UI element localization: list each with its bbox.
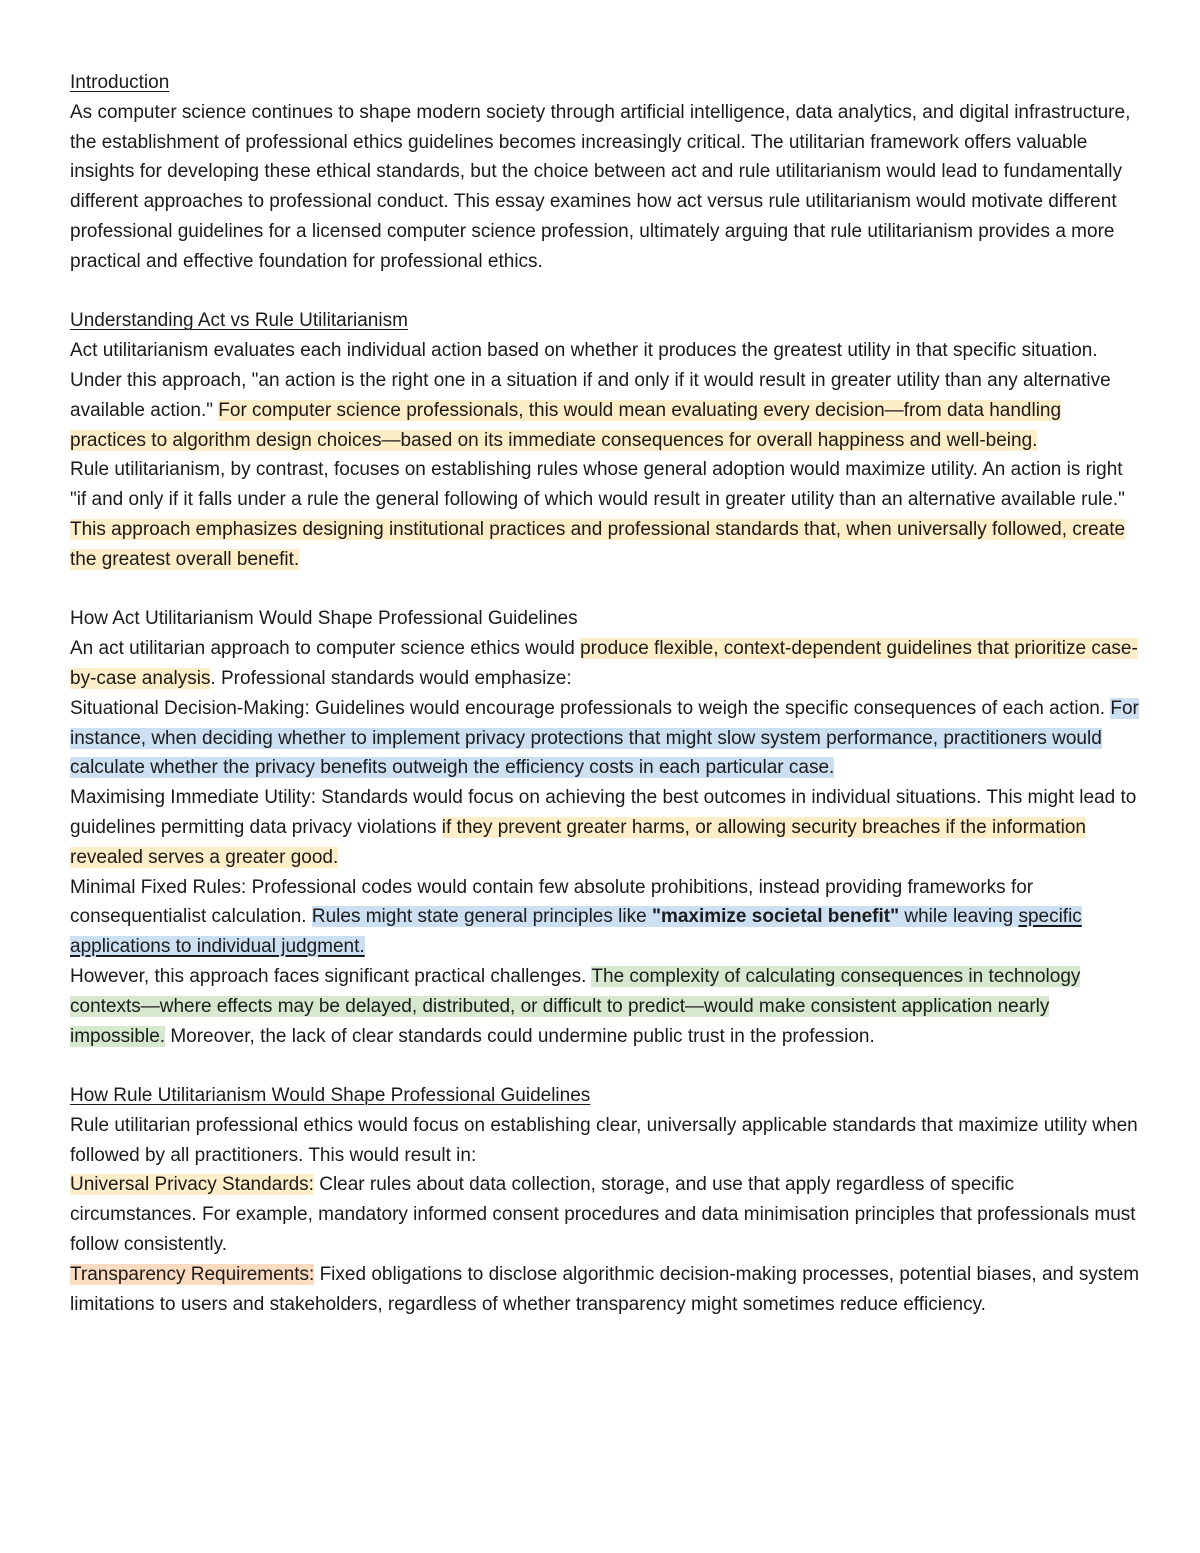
act-section-heading: How Act Utilitarianism Would Shape Professional Guidelines — [70, 608, 578, 630]
privacy-text: Clear rules about data collection, storage, and use that apply regardless of specific circumstances. For example, mandatory informed consent procedures and data minimisation principles that professionals must follow consistently. — [70, 1174, 1136, 1256]
minimal-rules-bold-quote: "maximize societal benefit" — [651, 906, 900, 928]
challenges-paragraph — [70, 962, 1140, 1051]
act-definition-text: Act utilitarianism evaluates each individual action based on whether it produces the greatest utility in that specific situation. Under this approach, "an action is the right one in a situation if and only if it would result in greater utility than any alternative available action." — [70, 340, 1111, 421]
situational-paragraph — [70, 694, 1140, 783]
minimal-rules-paragraph — [70, 873, 1140, 962]
understanding-section — [70, 306, 1140, 574]
minimal-rules-highlight-b: while leaving — [899, 906, 1019, 928]
understanding-heading: Understanding Act vs Rule Utilitarianism — [70, 310, 408, 332]
rule-definition-text: Rule utilitarianism, by contrast, focuses on establishing rules whose general adoption would maximize utility. An action is right "if and only if it falls under a rule the general following of which would result in greater utility than an alternative available rule." — [70, 459, 1125, 511]
rule-intro-paragraph: Rule utilitarian professional ethics would focus on establishing clear, universally applicable standards that maximize utility when followed by all practitioners. This would result in: — [70, 1114, 1138, 1166]
act-intro-text: An act utilitarian approach to computer science ethics would — [70, 638, 581, 660]
document-page — [70, 68, 1140, 1319]
transparency-label: Transparency Requirements: — [70, 1263, 315, 1285]
spacer — [70, 575, 1140, 605]
rule-section-heading: How Rule Utilitarianism Would Shape Professional Guidelines — [70, 1085, 591, 1107]
situational-highlight: For instance, when deciding whether to implement privacy protections that might slow system performance, practitioners would calculate whether the privacy benefits outweigh the efficiency costs in each particular case. — [70, 697, 1139, 779]
act-section — [70, 604, 1140, 1051]
challenges-end: Moreover, the lack of clear standards could undermine public trust in the profession. — [165, 1025, 875, 1047]
challenges-highlight: The complexity of calculating consequences in technology contexts—where effects may be delayed, distributed, or difficult to predict—would make consistent application nearly impossible. — [70, 965, 1081, 1047]
spacer — [70, 1051, 1140, 1081]
situational-text: Situational Decision-Making: Guidelines would encourage professionals to weigh the specific consequences of each action. — [70, 697, 1111, 719]
maximising-highlight: if they prevent greater harms, or allowing security breaches if the information revealed serves a greater good. — [70, 816, 1086, 868]
intro-paragraph: As computer science continues to shape modern society through artificial intelligence, data analytics, and digital infrastructure, the establishment of professional ethics guidelines becomes increasingly critical. The utilitarian framework offers valuable insights for developing these ethical standards, but the choice between act and rule utilitarianism would lead to fundamentally different approaches to professional conduct. This essay examines how act versus rule utilitarianism would motivate different professional guidelines for a licensed computer science profession, ultimately arguing that rule utilitarianism provides a more practical and effective foundation for professional ethics. — [70, 101, 1131, 272]
minimal-rules-underlined: specific applications to individual judgment. — [70, 906, 1082, 958]
transparency-paragraph — [70, 1260, 1140, 1320]
rule-definition-paragraph — [70, 455, 1140, 574]
spacer — [70, 277, 1140, 307]
act-intro-end: . Professional standards would emphasize: — [210, 667, 572, 689]
privacy-label: Universal Privacy Standards: — [70, 1174, 314, 1196]
minimal-rules-text: Minimal Fixed Rules: Professional codes would contain few absolute prohibitions, instead providing frameworks for consequentialist calculation. — [70, 876, 1034, 928]
rule-definition-highlight: This approach emphasizes designing institutional practices and professional standards that, when universally followed, create the greatest overall benefit. — [70, 518, 1126, 570]
act-intro-paragraph — [70, 634, 1140, 694]
maximising-paragraph — [70, 783, 1140, 872]
intro-heading: Introduction — [70, 72, 170, 93]
transparency-text: Fixed obligations to disclose algorithmic decision-making processes, potential biases, and system limitations to users and stakeholders, regardless of whether transparency might sometimes reduce efficiency. — [70, 1263, 1140, 1315]
intro-section — [70, 68, 1140, 277]
maximising-text: Maximising Immediate Utility: Standards would focus on achieving the best outcomes in individual situations. This might lead to guidelines permitting data privacy violations — [70, 787, 1137, 838]
privacy-paragraph — [70, 1170, 1140, 1259]
challenges-text: However, this approach faces significant practical challenges. — [70, 965, 592, 987]
minimal-rules-highlight-a: Rules might state general principles like — [311, 906, 652, 928]
act-definition-highlight: For computer science professionals, this would mean evaluating every decision—from data handling practices to algorithm design choices—based on its immediate consequences for overall happiness and well-being. — [70, 399, 1062, 451]
act-intro-highlight: produce flexible, context-dependent guidelines that prioritize case-by-case analysis — [70, 638, 1138, 689]
act-definition-paragraph — [70, 336, 1140, 455]
rule-section — [70, 1081, 1140, 1319]
